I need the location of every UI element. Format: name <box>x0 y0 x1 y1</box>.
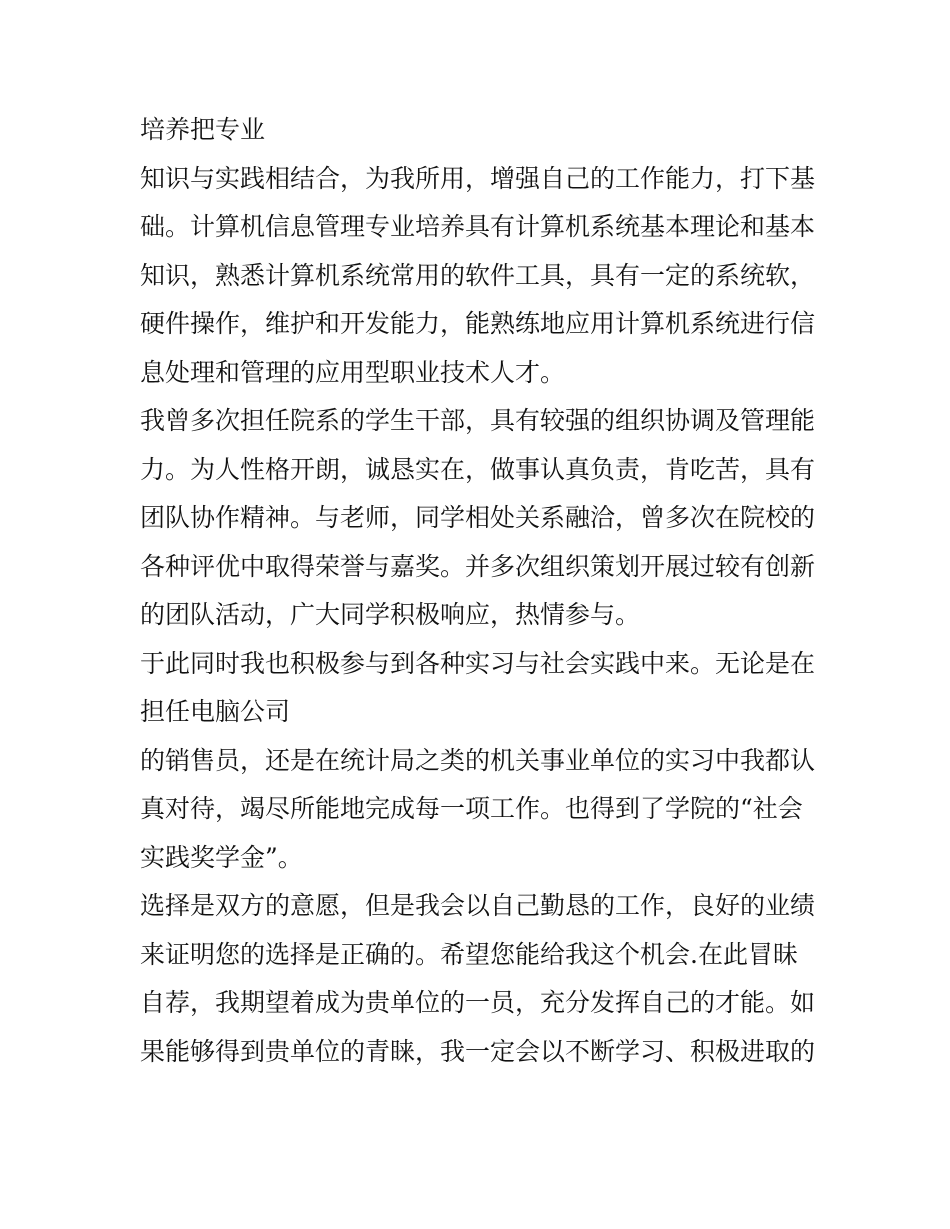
text-line: 息处理和管理的应用型职业技术人才。 <box>140 357 566 387</box>
document-body <box>140 106 820 1076</box>
text-line: 选择是双方的意愿，但是我会以自己勤恳的工作，良好的业绩 <box>140 891 816 920</box>
text-line: 我曾多次担任院系的学生干部，具有较强的组织协调及管理能 <box>140 406 816 435</box>
text-line: 担任电脑公司 <box>140 697 291 726</box>
text-line: 团队协作精神。与老师，同学相处关系融洽，曾多次在院校的 <box>140 503 816 532</box>
text-line: 知识，熟悉计算机系统常用的软件工具，具有一定的系统软， <box>140 260 816 290</box>
text-line: 自荐，我期望着成为贵单位的一员，充分发挥自己的才能。如 <box>140 988 816 1017</box>
text-line: 果能够得到贵单位的青睐，我一定会以不断学习、积极进取的 <box>140 1036 816 1066</box>
text-line: 的销售员，还是在统计局之类的机关事业单位的实习中我都认 <box>140 745 816 775</box>
text-line: 于此同时我也积极参与到各种实习与社会实践中来。无论是在 <box>140 648 816 678</box>
text-line: 培养把专业 <box>140 115 266 144</box>
text-line: 础。计算机信息管理专业培养具有计算机系统基本理论和基本 <box>140 212 816 241</box>
text-line: 的团队活动，广大同学积极响应，热情参与。 <box>140 600 641 629</box>
text-line: 真对待，竭尽所能地完成每一项工作。也得到了学院的“社会 <box>140 794 803 823</box>
text-line: 来证明您的选择是正确的。希望您能给我这个机会.在此冒昧 <box>140 939 798 969</box>
text-line: 实践奖学金”。 <box>140 842 303 872</box>
text-line: 力。为人性格开朗，诚恳实在，做事认真负责，肯吃苦，具有 <box>140 454 816 484</box>
text-line: 知识与实践相结合，为我所用，增强自己的工作能力，打下基 <box>140 163 816 193</box>
text-line: 硬件操作，维护和开发能力，能熟练地应用计算机系统进行信 <box>140 309 816 338</box>
text-line: 各种评优中取得荣誉与嘉奖。并多次组织策划开展过较有创新 <box>140 551 816 581</box>
